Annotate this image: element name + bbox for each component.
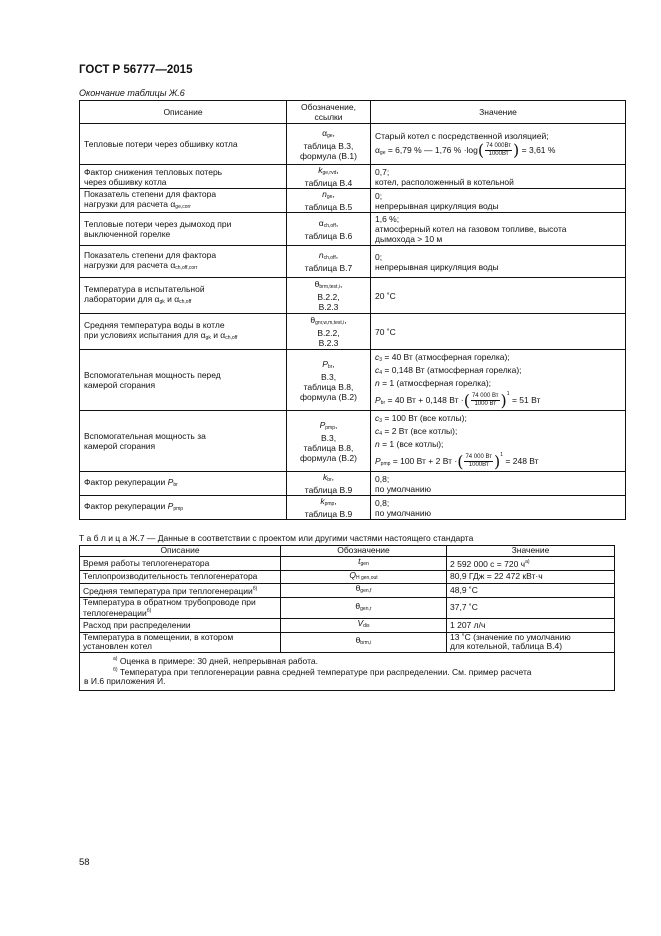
row-symbol: $n_{ch,off}$, таблица В.7 <box>287 246 371 278</box>
table-6-caption: Окончание таблицы Ж.6 <box>79 88 185 98</box>
row-symbol: $Q_{H gen,out}$ <box>281 570 447 584</box>
row-description: Время работы теплогенератора <box>80 557 281 571</box>
table-row <box>80 213 626 246</box>
row-description: Теплопроизводительность теплогенератора <box>80 570 281 584</box>
row-symbol: $k_{br}$, таблица В.9 <box>287 472 371 496</box>
row-value: 2 592 000 с = 720 $ч^{а)}$ <box>447 557 615 571</box>
row-description: Вспомогательная мощность за камерой сгорания <box>80 411 287 472</box>
row-value: 70 ˚С <box>371 314 626 350</box>
table-row <box>80 632 615 652</box>
row-value: 48,9 ˚С <box>447 584 615 598</box>
table-row <box>80 278 626 314</box>
table-row <box>80 314 626 350</box>
column-header-description: Описание <box>80 101 287 124</box>
table-row <box>80 165 626 189</box>
row-value: 1 207 л/ч <box>447 619 615 633</box>
row-symbol: $\theta_{gen,f}$ <box>281 584 447 598</box>
table-row <box>80 189 626 213</box>
table-row <box>80 557 615 571</box>
column-header-description: Описание <box>80 546 281 557</box>
row-symbol: $t_{gen}$ <box>281 557 447 571</box>
table-header-row <box>80 546 615 557</box>
row-description: Вспомогательная мощность перед камерой сгорания <box>80 350 287 411</box>
row-description: Тепловые потери через дымоход при выключенной горелке <box>80 213 287 246</box>
row-value: 0; непрерывная циркуляция воды <box>371 246 626 278</box>
row-description: Температура в обратном трубопроводе при теплогенерации$^{б)}$ <box>80 597 281 619</box>
document-header: ГОСТ Р 56777—2015 <box>79 64 193 76</box>
row-description: Температура в помещении, в котором установлен котел <box>80 632 281 652</box>
row-symbol: $\alpha_{ge}$, таблица В.3, формула (В.1) <box>287 124 371 165</box>
row-description: Средняя температура воды в котле при условиях испытания для $\alpha_{gk}$ и $\alpha_{ch,off}$ <box>80 314 287 350</box>
row-description: Фактор рекуперации $P_{pmp}$ <box>80 496 287 520</box>
table-7-caption: Т а б л и ц а Ж.7 — Данные в соответствии с проектом или другими частями настоящего стандарта <box>79 533 474 543</box>
row-description: Фактор снижения тепловых потерь через обшивку котла <box>80 165 287 189</box>
footnote-a: $^{а)}$ Оценка в примере: 30 дней, непрерывная работа. <box>113 655 318 666</box>
row-value: 20 ˚С <box>371 278 626 314</box>
row-value: 0,7; котел, расположенный в котельной <box>371 165 626 189</box>
column-header-symbol: Обозначение, ссылки <box>287 101 371 124</box>
row-value: 37,7 ˚С <box>447 597 615 619</box>
row-symbol: $k_{ge,rvd}$, таблица В.4 <box>287 165 371 189</box>
column-header-value: Значение <box>447 546 615 557</box>
row-symbol: $\theta_{brm,i}$ <box>281 632 447 652</box>
row-symbol: $n_{ge}$, таблица В.5 <box>287 189 371 213</box>
table-row <box>80 570 615 584</box>
row-description: Температура в испытательной лаборатории для $\alpha_{gk}$ и $\alpha_{ch,off}$ <box>80 278 287 314</box>
row-description: Показатель степени для фактора нагрузки для расчета $\alpha_{ch,off,corr}$ <box>80 246 287 278</box>
table-row <box>80 584 615 598</box>
row-value: 13 ˚С (значение по умолчанию для котельной, таблица В.4) <box>447 632 615 652</box>
row-symbol: $P_{pmp}$, В.3, таблица В.8, формула (В.2) <box>287 411 371 472</box>
row-symbol: $\theta_{brm,test,i}$, В.2.2, В.2.3 <box>287 278 371 314</box>
row-value: 80,9 ГДж = 22 472 кВт·ч <box>447 570 615 584</box>
row-value: 0,8; по умолчанию <box>371 472 626 496</box>
row-value: 0,8; по умолчанию <box>371 496 626 520</box>
formula-fraction: $\frac{74 000 Вт}{1000 Вт}$ <box>471 393 499 408</box>
table-row <box>80 597 615 619</box>
row-description: Расход при распределении <box>80 619 281 633</box>
footnote-b-continuation: в И.6 приложения И. <box>84 676 166 687</box>
table-zh6 <box>79 100 626 520</box>
row-value: $c_3 = 100$ Вт (все котлы); $c_4 = 2$ Вт (все котлы); n = 1 (все котлы); $P_{pmp} = 100$ Вт + 2 Вт ·( $\frac{74 000 Вт}{1000Вт}$ )$^1$ = 248 Вт <box>371 411 626 472</box>
table-row <box>80 411 626 472</box>
row-description: Фактор рекуперации $P_{br}$ <box>80 472 287 496</box>
row-value: 1,6 %; атмосферный котел на газовом топливе, высота дымохода > 10 м <box>371 213 626 246</box>
row-symbol: $P_{br}$, В.3, таблица В.8, формула (В.2) <box>287 350 371 411</box>
table-row <box>80 619 615 633</box>
row-symbol: $\theta_{gnr,w,m,test,i}$, В.2.2, В.2.3 <box>287 314 371 350</box>
row-symbol: $V_{dis}$ <box>281 619 447 633</box>
row-value: Старый котел с посредственной изоляцией; $\alpha_{ge} = 6,79$ % — 1,76 % ·log( $\frac{74 000Вт}{1000Вт}$ ) = 3,61 % <box>371 124 626 165</box>
table-row <box>80 246 626 278</box>
table-header-row <box>80 101 626 124</box>
row-value: $c_3 = 40$ Вт (атмосферная горелка); $c_4 = 0,148$ Вт (атмосферная горелка); n = 1 (атмосферная горелка); $P_{br} = 40$ Вт + 0,148 Вт ·( $\frac{74 000 Вт}{1000 Вт}$ )$^1$ = 51 Вт <box>371 350 626 411</box>
row-description: Тепловые потери через обшивку котла <box>80 124 287 165</box>
table-row <box>80 124 626 165</box>
row-symbol: $\theta_{gen,r}$ <box>281 597 447 619</box>
column-header-symbol: Обозначение <box>281 546 447 557</box>
row-description: Показатель степени для фактора нагрузки для расчета $\alpha_{ge,corr}$ <box>80 189 287 213</box>
table-row <box>80 350 626 411</box>
row-description: Средняя температура при теплогенерации$^{б)}$ <box>80 584 281 598</box>
footnote-b: $^{б)}$ Температура при теплогенерации равна средней температуре при распределении. См. пример расчета <box>113 666 532 677</box>
row-symbol: $k_{pmp}$, таблица В.9 <box>287 496 371 520</box>
table-row <box>80 496 626 520</box>
formula-fraction: $\frac{74 000Вт}{1000Вт}$ <box>486 142 512 157</box>
formula-fraction: $\frac{74 000 Вт}{1000Вт}$ <box>465 454 493 469</box>
page-number: 58 <box>79 857 90 868</box>
table-footnotes <box>80 652 615 690</box>
table-row <box>80 472 626 496</box>
row-value: 0; непрерывная циркуляция воды <box>371 189 626 213</box>
row-symbol: $\alpha_{ch,off}$, таблица В.6 <box>287 213 371 246</box>
table-zh7 <box>79 545 615 691</box>
column-header-value: Значение <box>371 101 626 124</box>
table-notes-row <box>80 652 615 690</box>
